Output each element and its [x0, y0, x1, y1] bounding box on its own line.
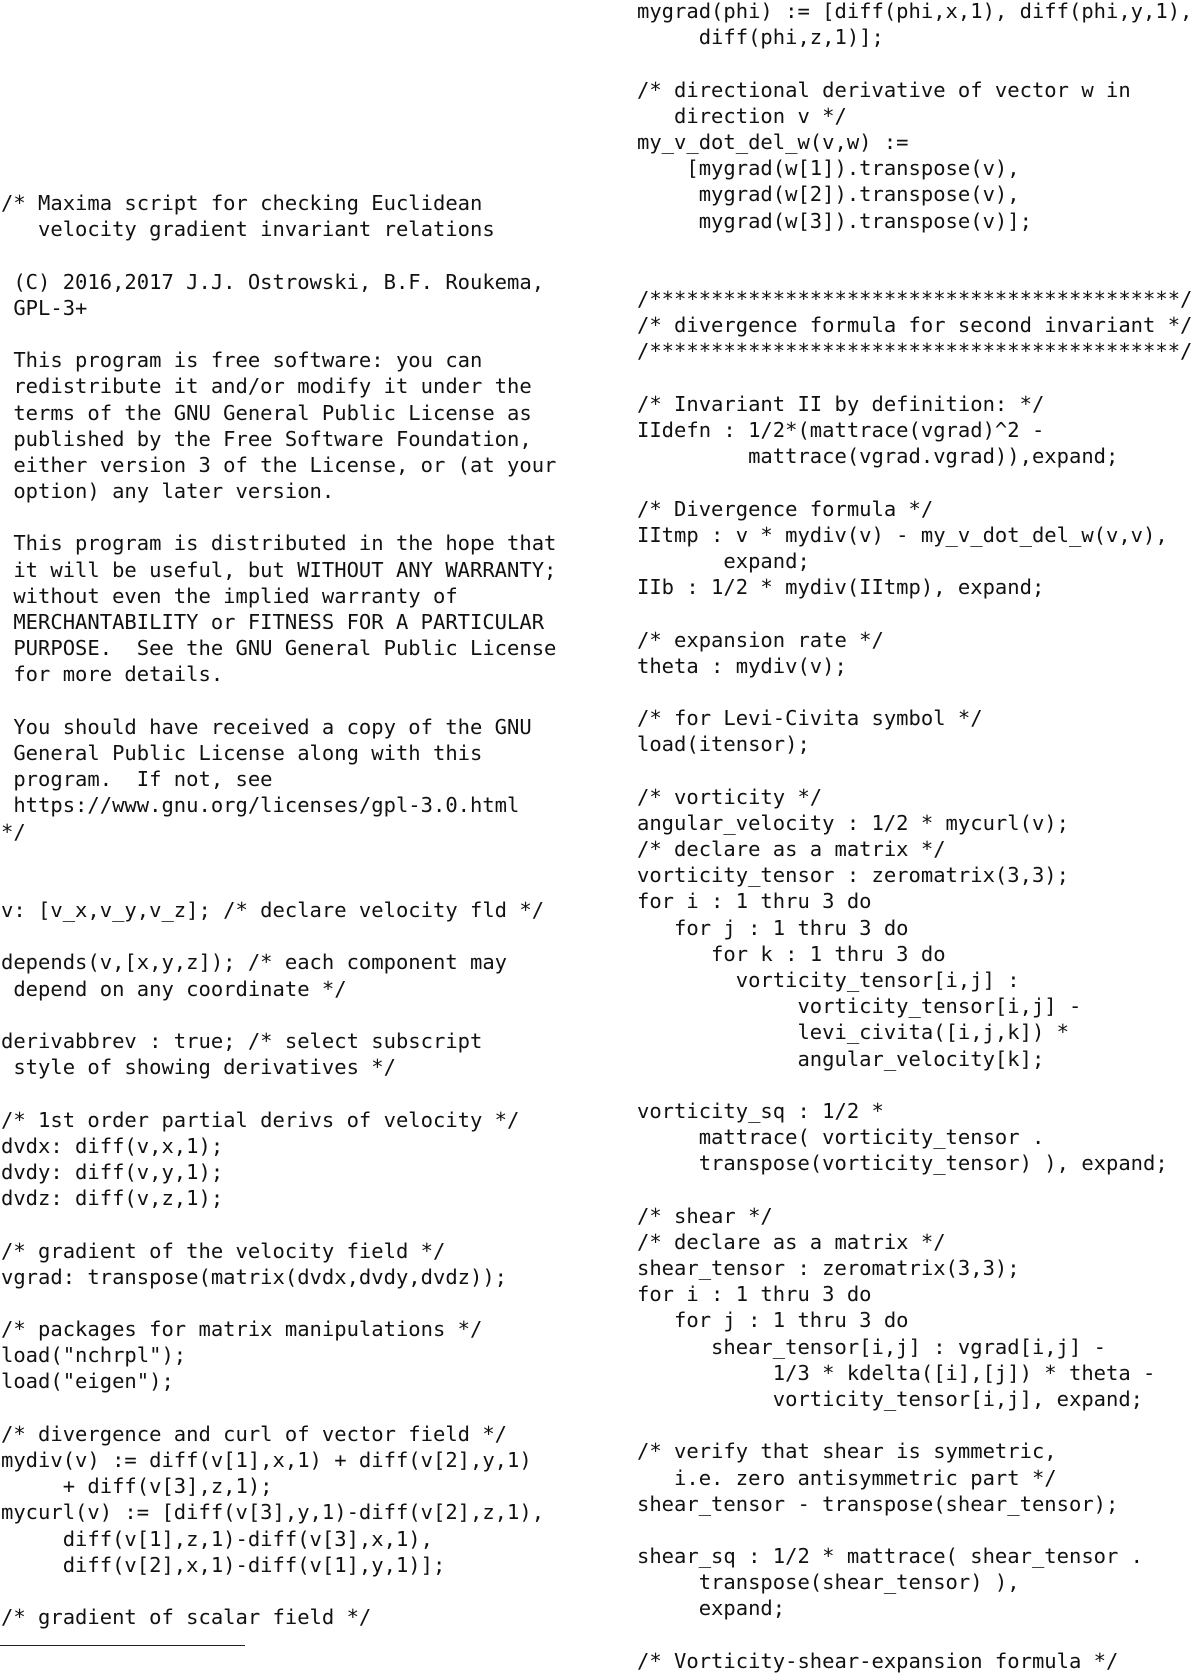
code-line: /* Invariant II by definition: */: [637, 391, 1045, 416]
code-line: vgrad: transpose(matrix(dvdx,dvdy,dvdz));: [1, 1264, 508, 1289]
code-line: [1, 321, 556, 347]
code-line: 1/3 * kdelta([i],[j]) * theta -: [637, 1360, 1156, 1385]
code-line: dvdz: diff(v,z,1);: [1, 1186, 224, 1211]
code-line: v: [v_x,v_y,v_z]; /* declare velocity fld */: [1, 898, 545, 923]
code-line: /*******************************************/: [637, 287, 1193, 312]
code-line: /* shear */: [637, 1203, 773, 1228]
code-line: https://www.gnu.org/licenses/gpl-3.0.html: [1, 793, 520, 818]
code-line: vorticity_tensor[i,j] -: [637, 994, 1082, 1019]
code-line: my_v_dot_del_w(v,w) :=: [637, 129, 909, 154]
code-line: terms of the GNU General Public License as: [1, 400, 532, 425]
footnote-divider: [0, 1645, 245, 1646]
code-line: mattrace(vgrad.vgrad)),expand;: [637, 444, 1119, 469]
code-line: theta : mydiv(v);: [637, 653, 847, 678]
code-line: [637, 600, 1192, 626]
code-line: /* vorticity */: [637, 784, 823, 809]
code-line: mygrad(w[2]).transpose(v),: [637, 182, 1020, 207]
code-line: published by the Free Software Foundation,: [1, 426, 532, 451]
code-line: MERCHANTABILITY or FITNESS FOR A PARTICULAR: [1, 610, 545, 634]
code-line: for i : 1 thru 3 do: [637, 889, 872, 914]
code-listing-right-column: [637, 0, 1192, 1674]
code-line: /* gradient of the velocity field */: [1, 1238, 446, 1263]
code-line: style of showing derivatives */: [1, 1055, 396, 1080]
code-line: [1, 845, 556, 871]
code-line: [637, 1517, 1192, 1543]
code-line: load(itensor);: [637, 732, 810, 757]
code-line: This program is distributed in the hope that: [1, 531, 557, 556]
code-line: for i : 1 thru 3 do: [637, 1282, 872, 1307]
code-line: [1, 1002, 556, 1028]
code-line: [637, 260, 1192, 286]
code-line: [1, 1578, 556, 1604]
code-line: option) any later version.: [1, 479, 335, 504]
code-line: direction v */: [637, 103, 847, 128]
code-line: shear_tensor[i,j] : vgrad[i,j] -: [637, 1334, 1106, 1359]
code-line: for k : 1 thru 3 do: [637, 941, 946, 966]
code-line: mycurl(v) := [diff(v[3],y,1)-diff(v[2],z,1),: [1, 1500, 545, 1525]
code-line: [637, 1176, 1192, 1202]
code-line: [637, 1622, 1192, 1648]
code-line: GPL-3+: [1, 295, 88, 320]
code-line: (C) 2016,2017 J.J. Ostrowski, B.F. Roukema,: [1, 269, 545, 294]
code-line: IIb : 1/2 * mydiv(IItmp), expand;: [637, 575, 1045, 600]
code-line: shear_sq : 1/2 * mattrace( shear_tensor .: [637, 1544, 1144, 1569]
code-line: load("eigen");: [1, 1369, 174, 1394]
code-line: shear_tensor : zeromatrix(3,3);: [637, 1256, 1020, 1280]
code-line: derivabbrev : true; /* select subscript: [1, 1029, 483, 1053]
code-line: expand;: [637, 1596, 786, 1621]
code-line: diff(v[1],z,1)-diff(v[3],x,1),: [1, 1526, 433, 1551]
code-line: load("nchrpl");: [1, 1343, 187, 1368]
code-line: */: [1, 819, 26, 844]
code-listing-left-column: [1, 190, 556, 1630]
code-line: [637, 234, 1192, 260]
code-line: /* Divergence formula */: [637, 496, 934, 521]
code-line: vorticity_tensor[i,j] :: [637, 967, 1020, 992]
code-line: angular_velocity : 1/2 * mycurl(v);: [637, 810, 1069, 835]
code-line: mattrace( vorticity_tensor .: [637, 1125, 1045, 1150]
code-line: General Public License along with this: [1, 740, 483, 765]
code-line: [637, 469, 1192, 495]
code-line: dvdy: diff(v,y,1);: [1, 1159, 224, 1184]
code-line: shear_tensor - transpose(shear_tensor);: [637, 1491, 1119, 1516]
code-line: transpose(shear_tensor) ),: [637, 1570, 1020, 1595]
code-line: [637, 679, 1192, 705]
code-line: mygrad(w[3]).transpose(v)];: [637, 208, 1032, 233]
code-line: [637, 1072, 1192, 1098]
code-line: depends(v,[x,y,z]); /* each component may: [1, 950, 508, 975]
code-line: /* divergence and curl of vector field */: [1, 1421, 508, 1446]
code-line: vorticity_tensor : zeromatrix(3,3);: [637, 863, 1069, 888]
code-line: for j : 1 thru 3 do: [637, 1308, 909, 1333]
code-line: dvdx: diff(v,x,1);: [1, 1133, 224, 1158]
code-line: [637, 757, 1192, 783]
code-line: /* Vorticity-shear-expansion formula */: [637, 1648, 1119, 1673]
code-line: IIdefn : 1/2*(mattrace(vgrad)^2 -: [637, 418, 1045, 442]
code-line: [mygrad(w[1]).transpose(v),: [637, 156, 1020, 181]
code-line: levi_civita([i,j,k]) *: [637, 1020, 1069, 1045]
code-line: You should have received a copy of the GNU: [1, 714, 532, 739]
code-line: /* gradient of scalar field */: [1, 1605, 372, 1630]
code-line: PURPOSE. See the GNU General Public License: [1, 636, 557, 661]
code-line: diff(phi,z,1)];: [637, 25, 884, 50]
code-line: mygrad(phi) := [diff(phi,x,1), diff(phi,y,1),: [637, 0, 1193, 23]
code-line: expand;: [637, 548, 810, 573]
code-line: mydiv(v) := diff(v[1],x,1) + diff(v[2],y,1): [1, 1448, 532, 1472]
code-line: redistribute it and/or modify it under the: [1, 374, 532, 399]
code-line: [1, 923, 556, 949]
code-line: [1, 688, 556, 714]
code-line: /*******************************************/: [637, 339, 1193, 364]
code-line: /* divergence formula for second invariant */: [637, 313, 1193, 338]
code-line: [1, 1080, 556, 1106]
code-line: vorticity_sq : 1/2 *: [637, 1098, 884, 1123]
code-line: for j : 1 thru 3 do: [637, 915, 909, 940]
code-line: [1, 1211, 556, 1237]
code-line: transpose(vorticity_tensor) ), expand;: [637, 1151, 1168, 1176]
code-line: either version 3 of the License, or (at your: [1, 452, 557, 477]
code-line: [1, 871, 556, 897]
code-line: [637, 1412, 1192, 1438]
code-line: for more details.: [1, 662, 224, 687]
code-line: /* verify that shear is symmetric,: [637, 1439, 1057, 1464]
code-line: [637, 50, 1192, 76]
code-line: [1, 504, 556, 530]
code-line: angular_velocity[k];: [637, 1046, 1045, 1071]
code-line: it will be useful, but WITHOUT ANY WARRANTY;: [1, 557, 557, 582]
code-line: [1, 1290, 556, 1316]
code-line: /* for Levi-Civita symbol */: [637, 706, 983, 731]
code-line: /* 1st order partial derivs of velocity */: [1, 1107, 520, 1132]
code-line: without even the implied warranty of: [1, 583, 458, 608]
code-line: velocity gradient invariant relations: [1, 217, 495, 242]
code-line: program. If not, see: [1, 767, 273, 792]
code-line: /* directional derivative of vector w in: [637, 77, 1131, 102]
code-line: i.e. zero antisymmetric part */: [637, 1465, 1057, 1490]
code-line: IItmp : v * mydiv(v) - my_v_dot_del_w(v,v),: [637, 522, 1168, 547]
code-line: /* expansion rate */: [637, 627, 884, 652]
code-line: /* declare as a matrix */: [637, 837, 946, 861]
code-line: [637, 365, 1192, 391]
code-line: [1, 242, 556, 268]
code-line: vorticity_tensor[i,j], expand;: [637, 1386, 1144, 1411]
code-line: diff(v[2],x,1)-diff(v[1],y,1)];: [1, 1552, 446, 1577]
code-line: /* Maxima script for checking Euclidean: [1, 191, 483, 215]
code-line: [1, 1395, 556, 1421]
code-line: depend on any coordinate */: [1, 976, 347, 1001]
code-line: This program is free software: you can: [1, 348, 483, 373]
code-line: + diff(v[3],z,1);: [1, 1474, 273, 1499]
code-line: /* packages for matrix manipulations */: [1, 1317, 483, 1342]
code-line: /* declare as a matrix */: [637, 1229, 946, 1254]
